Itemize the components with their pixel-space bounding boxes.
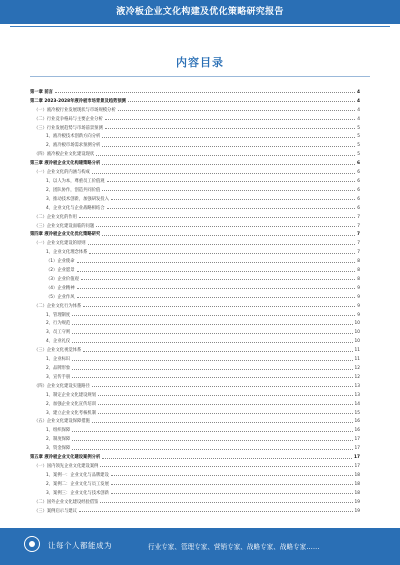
toc-entry-text: 4、企业礼仪 [46, 339, 71, 345]
toc-page-number: 5 [357, 134, 360, 140]
toc-leader-dots [111, 199, 355, 200]
report-title: 液冷板企业文化构建及优化策略研究报告 [116, 7, 284, 17]
toc-leader-dots [128, 101, 355, 102]
toc-entry[interactable] [30, 86, 360, 95]
toc-leader-dots [107, 181, 356, 182]
toc-entry[interactable] [30, 211, 360, 220]
toc-entry-text: 3、资金保障 [46, 446, 71, 452]
toc-page-number: 14 [354, 401, 360, 407]
toc-title: 内容目录 [176, 56, 224, 69]
toc-entry-text: 1、案例一：企业文化与品牌建设 [46, 472, 109, 478]
toc-entry[interactable] [30, 362, 360, 371]
toc-page-number: 6 [357, 161, 360, 167]
toc-entry-text: （2）企业愿景 [46, 268, 75, 274]
toc-leader-dots [96, 155, 355, 156]
toc-leader-dots [77, 271, 356, 272]
toc-entry-text: （三）企业文化建设面临的问题 [34, 223, 95, 229]
toc-leader-dots [83, 306, 355, 307]
toc-leader-dots [102, 164, 355, 165]
toc-entry[interactable] [30, 282, 360, 291]
toc-page-number: 6 [357, 196, 360, 202]
toc-leader-dots [72, 342, 352, 343]
table-of-contents [30, 86, 360, 514]
toc-leader-dots [100, 502, 352, 503]
toc-leader-dots [79, 511, 353, 512]
toc-entry[interactable] [30, 442, 360, 451]
toc-entry-text: 3、案例三：企业文化与技术创新 [46, 490, 109, 496]
toc-leader-dots [98, 404, 353, 405]
toc-entry-text: 3、推动技术创新，加强研发投入 [46, 196, 109, 202]
toc-leader-dots [72, 324, 352, 325]
toc-entry[interactable] [30, 424, 360, 433]
toc-entry-text: 2、品牌形象 [46, 366, 71, 371]
toc-entry[interactable] [30, 131, 360, 140]
toc-entry[interactable] [30, 505, 360, 514]
toc-leader-dots [105, 128, 356, 129]
toc-leader-dots [92, 386, 353, 387]
toc-entry[interactable] [30, 416, 360, 425]
toc-page-number: 9 [357, 285, 360, 291]
toc-leader-dots [107, 208, 356, 209]
toc-page-number: 6 [357, 205, 360, 211]
toc-entry-text: （三）企业文化视觉体系 [34, 348, 82, 354]
toc-page-number: 7 [357, 232, 360, 238]
toc-entry[interactable] [30, 371, 360, 380]
toc-entry[interactable] [30, 353, 360, 362]
toc-entry[interactable] [30, 318, 360, 327]
toc-page-number: 5 [357, 152, 360, 158]
toc-leader-dots [102, 458, 352, 459]
toc-leader-dots [89, 253, 355, 254]
toc-entry[interactable] [30, 104, 360, 113]
toc-page-number: 12 [354, 374, 360, 380]
toc-page-number: 11 [354, 357, 360, 363]
toc-leader-dots [105, 119, 356, 120]
toc-entry-text: 3、建立企业文化考核机制 [46, 410, 96, 416]
toc-entry-text: （3）企业价值观 [46, 276, 79, 282]
toc-leader-dots [72, 360, 352, 361]
toc-page-number: 12 [354, 366, 360, 371]
toc-entry-text: 第二章 2023-2028年液冷板市场背景及趋势预测 [30, 98, 126, 104]
toc-entry-text: （四）液冷板企业文化建设现状 [34, 152, 95, 158]
toc-leader-dots [102, 146, 355, 147]
toc-page-number: 7 [357, 241, 360, 247]
toc-entry-text: （一）国内领先企业文化建设案例 [34, 463, 99, 469]
toc-leader-dots [72, 431, 352, 432]
toc-page-number: 17 [354, 437, 360, 443]
toc-entry-text: 3、宣传手册 [46, 374, 71, 380]
toc-entry[interactable] [30, 407, 360, 416]
toc-entry-text: 4、企业文化与企业战略相结合 [46, 205, 105, 211]
toc-page-number: 19 [354, 508, 360, 514]
toc-entry[interactable] [30, 202, 360, 211]
toc-page-number: 6 [357, 170, 360, 176]
toc-entry-text: 2、制度保障 [46, 437, 71, 443]
toc-entry-text: 1、以人为本，尊重员工价值观 [46, 178, 105, 184]
toc-entry[interactable] [30, 433, 360, 442]
toc-entry[interactable] [30, 229, 360, 238]
toc-page-number: 9 [357, 303, 360, 309]
toc-page-number: 10 [354, 321, 360, 327]
toc-page-number: 6 [357, 187, 360, 193]
toc-page-number: 5 [357, 125, 360, 131]
toc-page-number: 19 [354, 499, 360, 505]
toc-entry-text: 1、管理制度 [46, 312, 71, 318]
toc-page-number: 4 [357, 98, 360, 104]
toc-entry-text: 第四章 液冷板企业文化优化策略研究 [30, 232, 101, 238]
toc-entry-text: 1、制定企业文化建设规划 [46, 392, 96, 398]
toc-entry-text: （1）企业使命 [46, 259, 75, 265]
toc-leader-dots [111, 493, 353, 494]
toc-leader-dots [102, 137, 355, 138]
toc-entry-text: 2、团队协作，创造共同价值 [46, 187, 101, 193]
toc-entry-text: （4）企业精神 [46, 285, 75, 291]
toc-page-number: 8 [357, 268, 360, 274]
toc-page-number: 18 [354, 481, 360, 487]
toc-entry-text: （二）企业文化的作用 [34, 214, 77, 220]
toc-leader-dots [72, 369, 352, 370]
toc-page-number: 15 [354, 410, 360, 416]
toc-entry[interactable] [30, 344, 360, 353]
toc-entry-text: 2、行为规范 [46, 321, 71, 327]
toc-entry-text: （四）企业文化建设实施路径 [34, 383, 90, 389]
toc-leader-dots [72, 315, 355, 316]
toc-entry[interactable] [30, 175, 360, 184]
toc-entry-text: （一）液冷板行业发展现状与市场规模分析 [34, 107, 116, 113]
toc-entry[interactable] [30, 389, 360, 398]
toc-entry-text: 2、液冷板市场需求预测分析 [46, 143, 101, 149]
toc-entry-text: 2、加强企业文化宣传培训 [46, 401, 96, 407]
toc-entry[interactable] [30, 487, 360, 496]
toc-page-number: 17 [354, 455, 360, 461]
toc-entry[interactable] [30, 273, 360, 282]
footer-slogan: 让每个人都能成为 [48, 541, 112, 550]
toc-leader-dots [77, 297, 356, 298]
toc-entry[interactable] [30, 460, 360, 469]
toc-leader-dots [96, 226, 355, 227]
toc-entry-text: 1、企业标识 [46, 357, 71, 363]
toc-page-number: 16 [354, 419, 360, 425]
toc-entry[interactable] [30, 157, 360, 166]
toc-entry[interactable] [30, 291, 360, 300]
toc-leader-dots [111, 484, 353, 485]
toc-leader-dots [92, 173, 355, 174]
toc-entry[interactable] [30, 264, 360, 273]
toc-entry[interactable] [30, 166, 360, 175]
toc-page-number: 17 [354, 463, 360, 469]
toc-leader-dots [83, 351, 352, 352]
toc-leader-dots [102, 190, 355, 191]
toc-leader-dots [81, 279, 355, 280]
toc-page-number: 16 [354, 428, 360, 434]
toc-entry-text: （五）企业文化建设保障措施 [34, 419, 90, 425]
toc-entry[interactable] [30, 246, 360, 255]
toc-entry[interactable] [30, 113, 360, 122]
toc-leader-dots [88, 244, 356, 245]
toc-leader-dots [72, 449, 352, 450]
toc-entry-text: （一）企业文化的内涵与构成 [34, 170, 90, 176]
toc-entry[interactable] [30, 237, 360, 246]
toc-entry-text: （二）国外企业文化建设经验借鉴 [34, 499, 99, 505]
toc-page-number: 8 [357, 276, 360, 282]
toc-entry[interactable] [30, 451, 360, 460]
toc-entry-text: （三）案例启示与建议 [34, 508, 77, 514]
toc-page-number: 4 [357, 116, 360, 122]
toc-divider [30, 76, 370, 77]
toc-page-number: 5 [357, 143, 360, 149]
toc-page-number: 13 [354, 383, 360, 389]
toc-entry-text: （二）企业文化行为体系 [34, 303, 82, 309]
toc-page-number: 4 [357, 107, 360, 113]
toc-leader-dots [79, 217, 355, 218]
toc-entry-text: 1、液冷板技术创新方向分析 [46, 134, 101, 140]
toc-entry-text: 3、员工守则 [46, 330, 71, 336]
toc-entry[interactable] [30, 300, 360, 309]
toc-entry-text: （一）企业文化建设的原则 [34, 241, 86, 247]
toc-entry[interactable] [30, 496, 360, 505]
toc-entry-text: 第三章 液冷板企业文化构建策略分析 [30, 161, 101, 167]
toc-page-number: 4 [357, 89, 360, 95]
toc-entry-text: 第五章 液冷板企业文化建设案例分析 [30, 455, 101, 461]
toc-entry[interactable] [30, 193, 360, 202]
toc-page-number: 10 [354, 330, 360, 336]
toc-entry-text: （5）企业作风 [46, 294, 75, 300]
toc-entry[interactable] [30, 148, 360, 157]
toc-page-number: 9 [357, 312, 360, 318]
toc-page-number: 17 [354, 446, 360, 452]
toc-page-number: 10 [354, 339, 360, 345]
toc-page-number: 6 [357, 178, 360, 184]
toc-leader-dots [118, 110, 356, 111]
toc-entry-text: 2、案例二：企业文化与员工发展 [46, 481, 109, 487]
toc-leader-dots [92, 422, 353, 423]
toc-entry[interactable] [30, 469, 360, 478]
toc-entry[interactable] [30, 95, 360, 104]
toc-entry[interactable] [30, 184, 360, 193]
toc-page-number: 7 [357, 250, 360, 256]
toc-leader-dots [111, 475, 353, 476]
toc-page-number: 7 [357, 214, 360, 220]
toc-entry-text: （三）行业发展趋势与市场前景预测 [34, 125, 103, 131]
toc-leader-dots [100, 466, 352, 467]
toc-leader-dots [98, 413, 353, 414]
toc-page-number: 18 [354, 472, 360, 478]
toc-entry-text: 第一章 前言 [30, 89, 53, 95]
logo-icon [24, 536, 40, 552]
toc-leader-dots [77, 262, 356, 263]
toc-leader-dots [72, 377, 352, 378]
toc-leader-dots [55, 92, 355, 93]
toc-entry[interactable] [30, 309, 360, 318]
toc-entry[interactable] [30, 139, 360, 148]
toc-page-number: 7 [357, 223, 360, 229]
toc-entry-text: （二）行业竞争格局与主要企业分析 [34, 116, 103, 122]
toc-entry-text: 1、组织保障 [46, 428, 71, 434]
toc-entry[interactable] [30, 380, 360, 389]
toc-entry-text: 1、企业文化理念体系 [46, 250, 88, 256]
toc-entry[interactable] [30, 326, 360, 335]
toc-entry[interactable] [30, 478, 360, 487]
toc-leader-dots [102, 235, 355, 236]
toc-entry[interactable] [30, 335, 360, 344]
toc-leader-dots [72, 333, 352, 334]
toc-leader-dots [98, 395, 353, 396]
toc-entry[interactable] [30, 255, 360, 264]
toc-page-number: 8 [357, 259, 360, 265]
toc-leader-dots [77, 288, 356, 289]
toc-entry[interactable] [30, 398, 360, 407]
toc-page-number: 11 [354, 348, 360, 354]
toc-page-number: 18 [354, 490, 360, 496]
toc-entry[interactable] [30, 122, 360, 131]
toc-leader-dots [72, 440, 352, 441]
toc-page-number: 13 [354, 392, 360, 398]
toc-entry[interactable] [30, 220, 360, 229]
footer-tagline: 行业专家、管理专家、营销专家、战略专家、战略专家…… [148, 543, 320, 551]
header-divider [10, 26, 390, 27]
toc-page-number: 9 [357, 294, 360, 300]
